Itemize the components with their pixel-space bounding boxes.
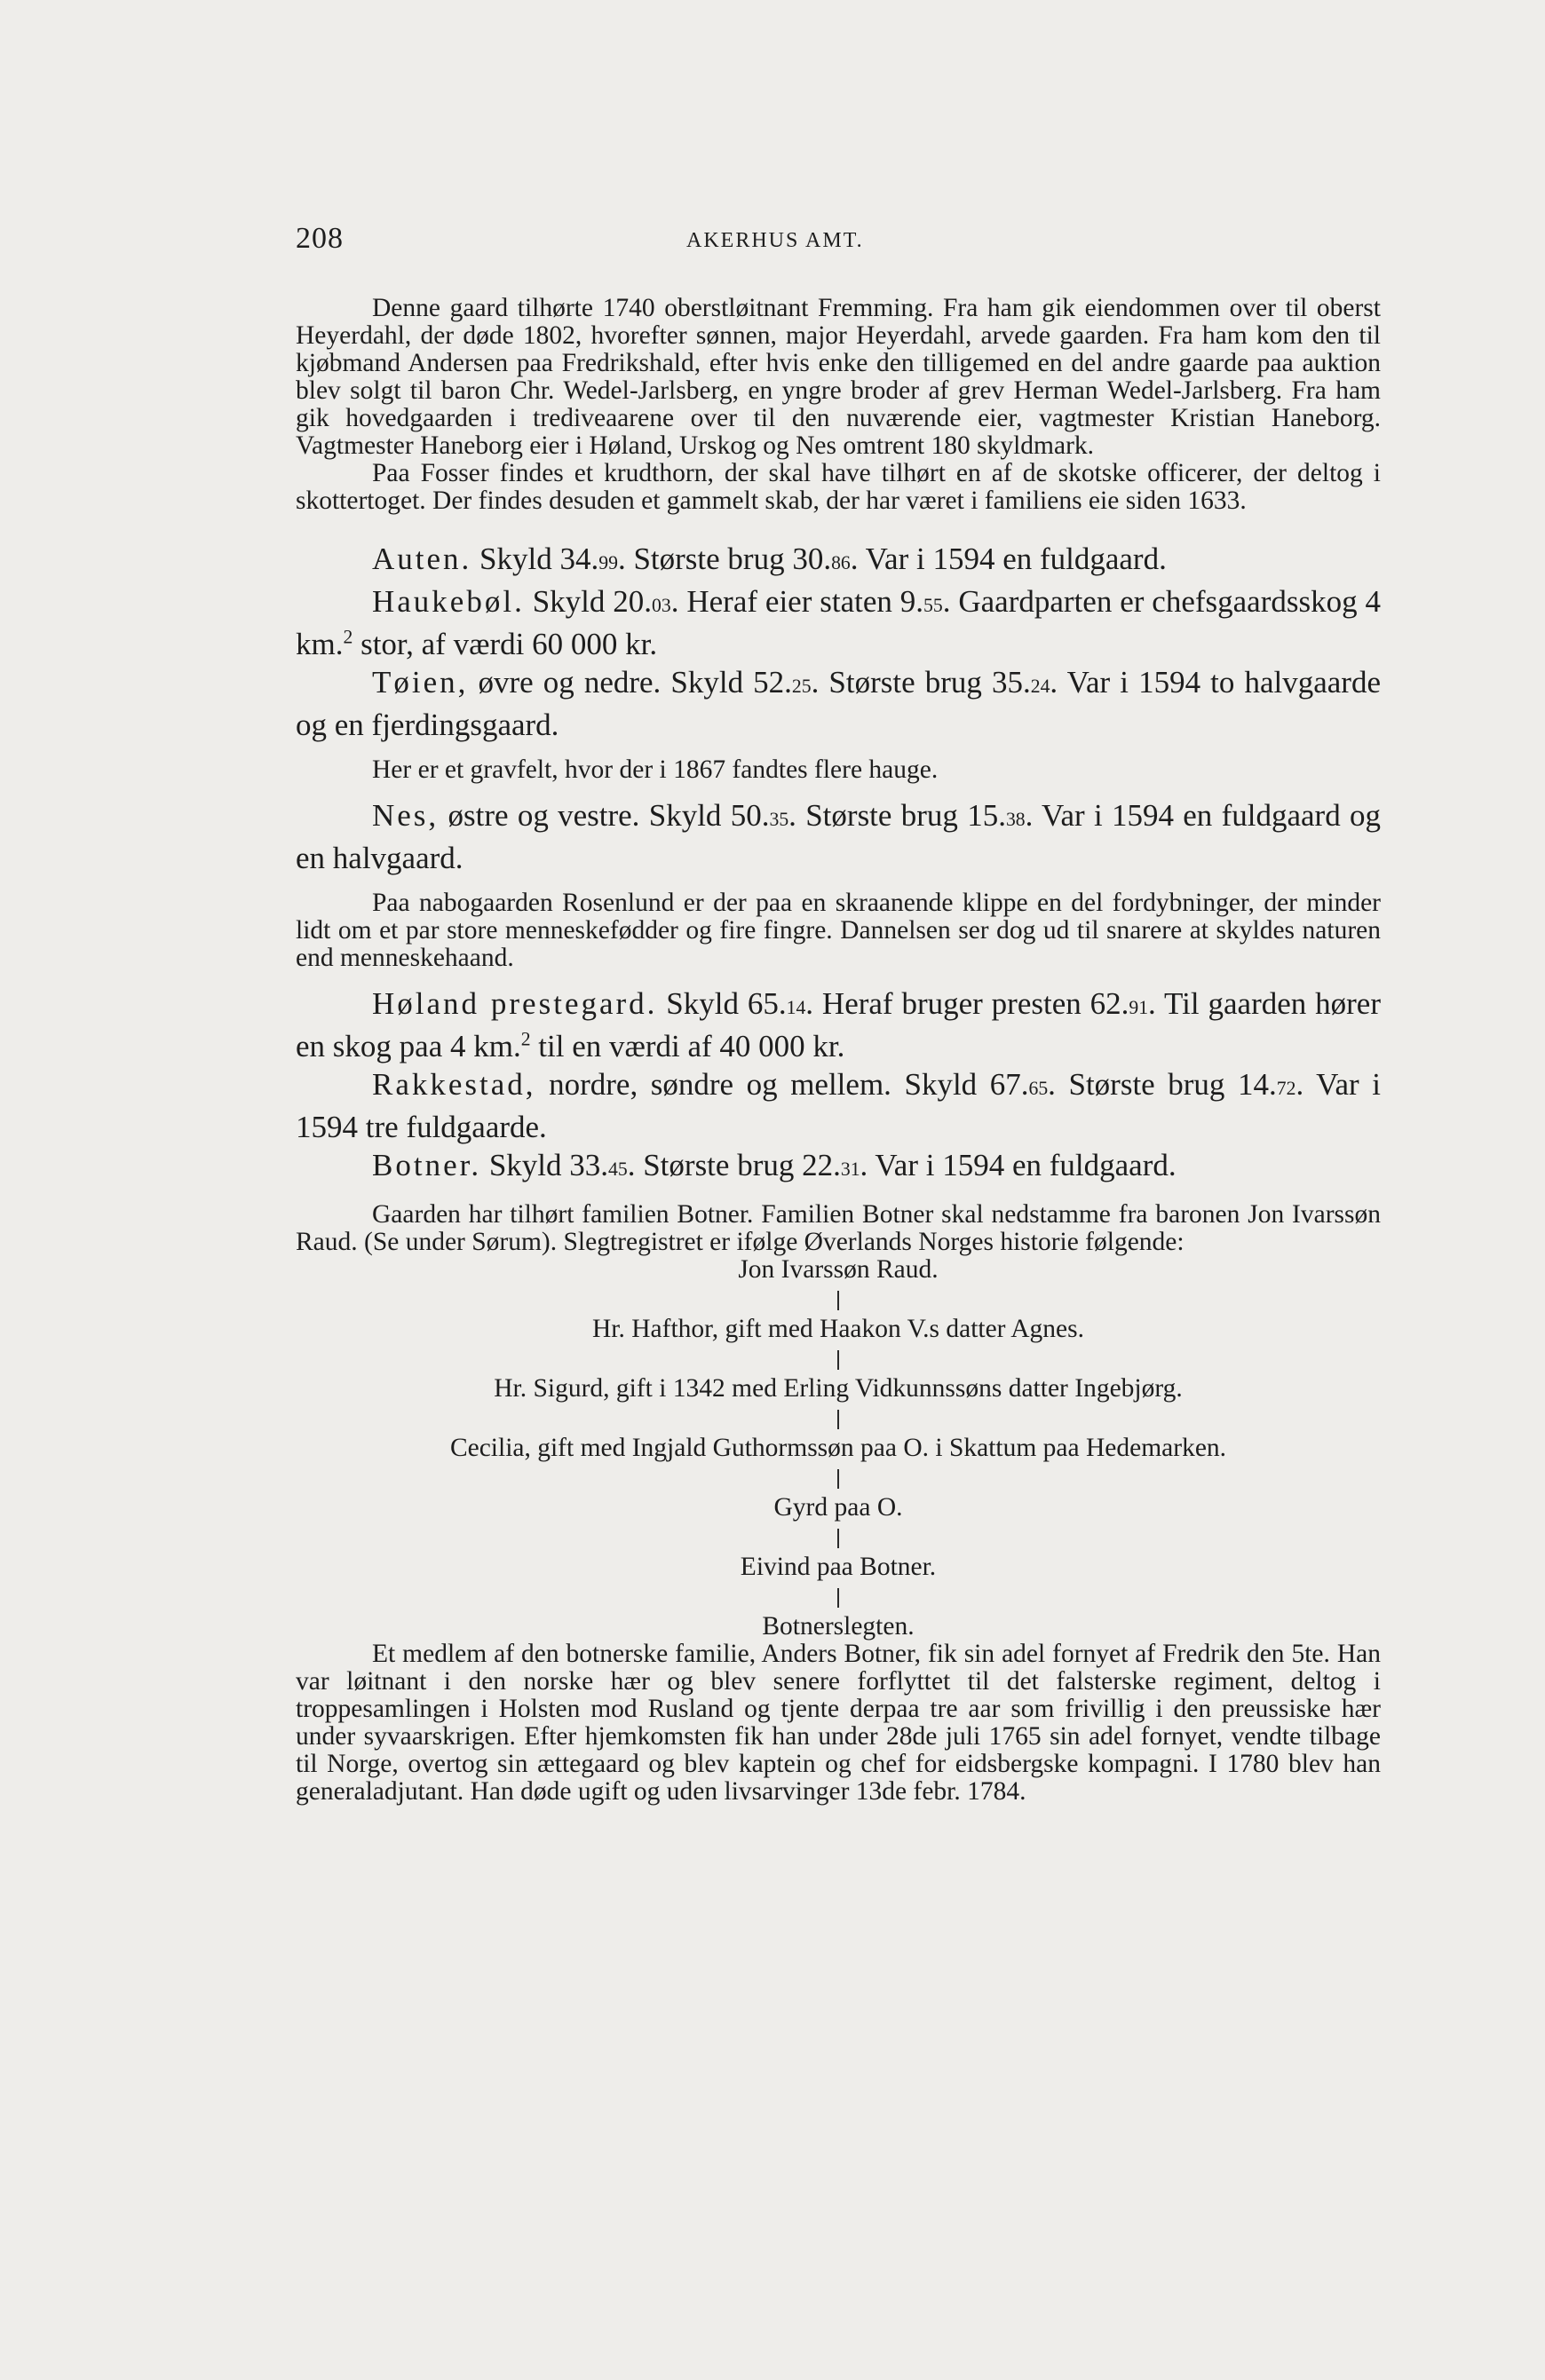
genealogy-person: Botnerslegten. xyxy=(762,1612,915,1641)
entry-name: Botner. xyxy=(372,1148,482,1182)
note-rosenlund: Paa nabogaarden Rosenlund er der paa en skraanende klippe en del fordybninger, der minder lidt om et par store menneskefødder og fire fingre. Dannelsen ser dog ud til snarere at skyldes naturen end menneskehaand. xyxy=(296,889,1381,972)
entry-botner: Botner. Skyld 33.45. Største brug 22.31. Var i 1594 en fuldgaard. xyxy=(372,1148,1177,1182)
genealogy-person: Jon Ivarssøn Raud. xyxy=(738,1255,939,1284)
page-header xyxy=(296,222,1379,257)
entry-haukebol: Haukebøl. Skyld 20.03. Heraf eier staten 9.55. Gaardparten er chefsgaardsskog 4 km.$^2$ stor, af værdi 60 000 kr. xyxy=(296,584,1381,661)
entry-name: Nes, xyxy=(372,798,440,833)
entry-name: Haukebøl. xyxy=(372,584,525,619)
paragraph-fremming: Denne gaard tilhørte 1740 oberstløitnant Fremming. Fra ham gik eiendommen over til oberst Heyerdahl, der døde 1802, hvorefter sønnen, major Heyerdahl, arvede gaarden. Fra ham kom den til kjøbmand Andersen paa Fredrikshald, efter hvis enke den tilligemed en del andre gaarde paa auktion blev solgt til baron Chr. Wedel-Jarlsberg, en yngre broder af grev Herman Wedel-Jarlsberg. Fra ham gik hovedgaarden i trediveaarene over til den nuværende eier, vagtmester Kristian Haneborg. Vagtmester Haneborg eier i Høland, Urskog og Nes omtrent 180 skyldmark. xyxy=(296,294,1381,460)
entry-auten: Auten. Skyld 34.99. Største brug 30.86. Var i 1594 en fuldgaard. xyxy=(372,542,1167,576)
genealogy-connector xyxy=(296,1284,1381,1316)
genealogy-connector xyxy=(296,1403,1381,1435)
genealogy-person: Gyrd paa O. xyxy=(773,1493,903,1522)
entry-holand: Høland prestegard. Skyld 65.14. Heraf bruger presten 62.91. Til gaarden hører en skog paa 4 km.$^2$ til en værdi af 40 000 kr. xyxy=(296,986,1381,1063)
genealogy-person: Hr. Sigurd, gift i 1342 med Erling Vidkunnssøns datter Ingebjørg. xyxy=(494,1374,1183,1403)
paragraph-fosser: Paa Fosser findes et krudthorn, der skal have tilhørt en af de skotske officerer, der deltog i skottertoget. Der findes desuden et gammelt skab, der har været i familiens eie siden 1633. xyxy=(296,459,1381,515)
entry-name: Rakkestad, xyxy=(372,1067,536,1102)
genealogy-tree xyxy=(296,1256,1381,1641)
paragraph-anders-botner: Et medlem af den botnerske familie, Anders Botner, fik sin adel fornyet af Fredrik den 5te. Han var løitnant i den norske hær og blev senere forflyttet til det falsterske regiment, deltog i troppesamlingen i Holsten mod Rusland og tjente derpaa tre aar som frivillig i den preussiske hær under syvaarskrigen. Efter hjemkomsten fik han under 28de juli 1765 sin adel fornyet, vendte tilbage til Norge, overtog sin ættegaard og blev kaptein og chef for eidsbergske kompagni. I 1780 blev han generaladjutant. Han døde ugift og uden livsarvinger 13de febr. 1784. xyxy=(296,1640,1381,1806)
note-botner: Gaarden har tilhørt familien Botner. Familien Botner skal nedstamme fra baronen Jon Ivarssøn Raud. (Se under Sørum). Slegtregistret er ifølge Øverlands Norges historie følgende: xyxy=(296,1200,1381,1256)
genealogy-person: Hr. Hafthor, gift med Haakon V.s datter Agnes. xyxy=(591,1315,1085,1343)
running-head: AKERHUS AMT. xyxy=(686,229,864,252)
entry-name: Tøien, xyxy=(372,665,469,700)
entry-name: Auten. xyxy=(372,542,472,576)
genealogy-connector xyxy=(296,1522,1381,1554)
genealogy-connector xyxy=(296,1581,1381,1613)
genealogy-connector xyxy=(296,1343,1381,1375)
entry-nes: Nes, østre og vestre. Skyld 50.35. Største brug 15.38. Var i 1594 en fuldgaard og en halvgaard. xyxy=(296,798,1381,875)
page-number: 208 xyxy=(296,222,344,255)
genealogy-connector xyxy=(296,1462,1381,1494)
note-gravfelt: Her er et gravfelt, hvor der i 1867 fandtes flere hauge. xyxy=(372,755,939,784)
page-body xyxy=(296,295,1381,1806)
entry-rakkestad: Rakkestad, nordre, søndre og mellem. Skyld 67.65. Største brug 14.72. Var i 1594 tre fuldgaarde. xyxy=(296,1067,1381,1144)
entry-name: Høland prestegard. xyxy=(372,986,658,1021)
genealogy-person: Cecilia, gift med Ingjald Guthormssøn paa O. i Skattum paa Hedemarken. xyxy=(449,1434,1227,1462)
genealogy-person: Eivind paa Botner. xyxy=(740,1553,937,1581)
entry-toien: Tøien, øvre og nedre. Skyld 52.25. Største brug 35.24. Var i 1594 to halvgaarde og en fjerdingsgaard. xyxy=(296,665,1381,742)
